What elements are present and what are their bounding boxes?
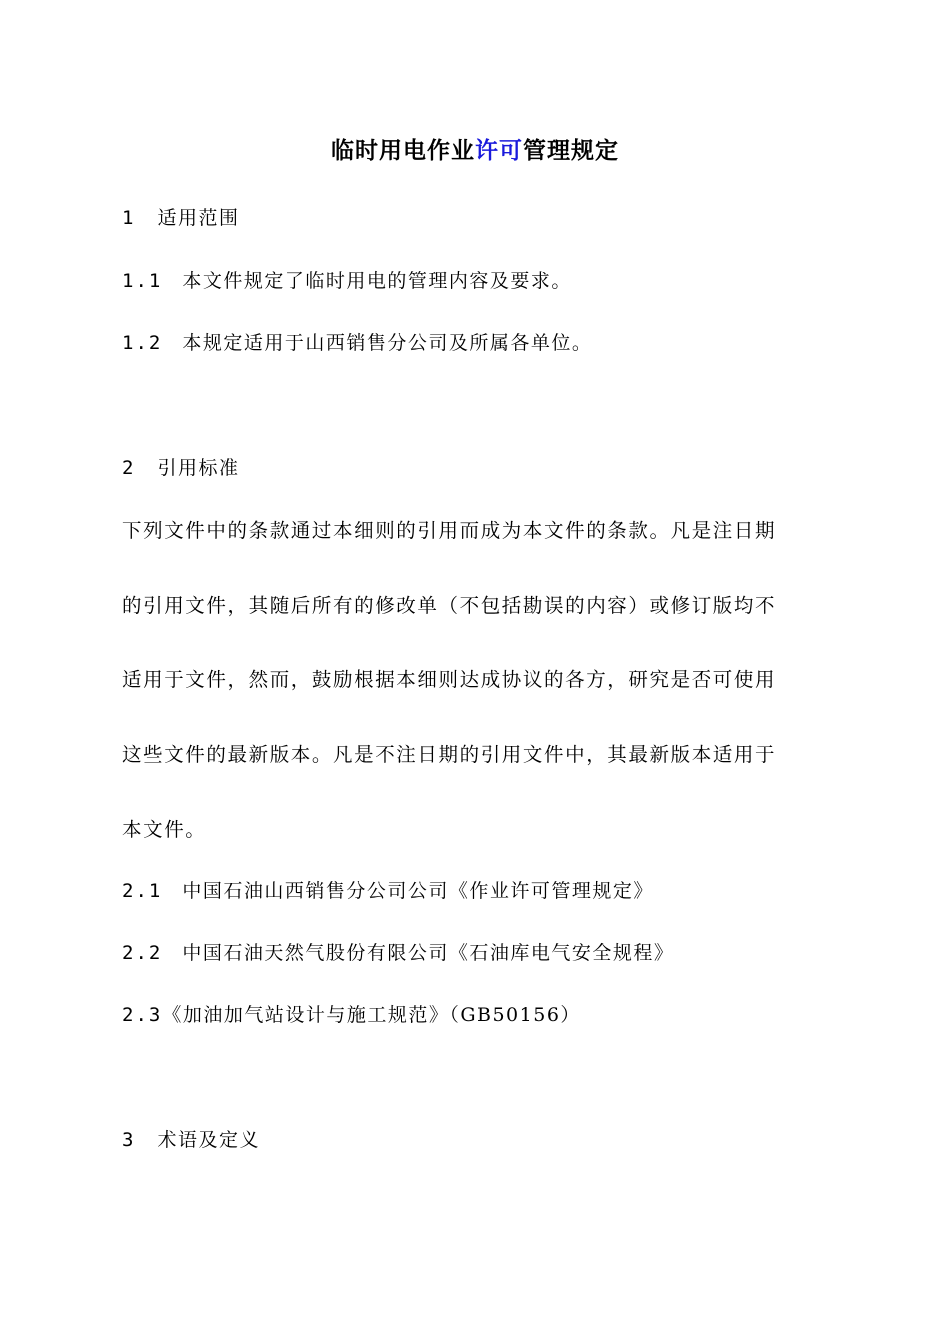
paragraph-line: 下列文件中的条款通过本细则的引用而成为本文件的条款。凡是注日期 — [122, 519, 777, 542]
clause-2-1 — [122, 876, 654, 903]
section-number: 3 — [122, 1129, 136, 1151]
section-1-heading — [122, 203, 239, 230]
clause-1-1 — [122, 266, 572, 293]
section-title: 适用范围 — [157, 207, 240, 229]
title-part1: 临时用电作业 — [331, 137, 475, 164]
clause-number: 1.2 — [122, 332, 163, 354]
paragraph-line: 适用于文件，然而，鼓励根据本细则达成协议的各方，研究是否可使用 — [122, 668, 777, 691]
paragraph-line: 的引用文件，其随后所有的修改单（不包括勘误的内容）或修订版均不 — [122, 594, 777, 617]
title-part2: 管理规定 — [523, 137, 619, 164]
section-number: 2 — [122, 457, 136, 479]
clause-1-2 — [122, 328, 592, 355]
clause-number: 2.2 — [122, 942, 163, 964]
document-title — [0, 132, 950, 165]
clause-number: 2.1 — [122, 880, 163, 902]
clause-number: 2.3 — [122, 1004, 163, 1026]
clause-text: 本规定适用于山西销售分公司及所属各单位。 — [182, 332, 593, 354]
section-2-heading — [122, 453, 239, 480]
clause-text: 中国石油山西销售分公司公司《作业许可管理规定》 — [182, 880, 654, 902]
clause-text: 中国石油天然气股份有限公司《石油库电气安全规程》 — [182, 942, 675, 964]
clause-2-3 — [122, 1000, 581, 1027]
paragraph-line: 本文件。 — [122, 818, 207, 841]
clause-text: 本文件规定了临时用电的管理内容及要求。 — [182, 270, 572, 292]
title-highlight: 许可 — [475, 137, 523, 164]
clause-2-2 — [122, 938, 674, 965]
clause-text: 《加油加气站设计与施工规范》（GB50156） — [162, 1004, 581, 1026]
paragraph-line: 这些文件的最新版本。凡是不注日期的引用文件中，其最新版本适用于 — [122, 743, 777, 766]
section-number: 1 — [122, 207, 136, 229]
section-3-heading — [122, 1125, 260, 1152]
section-title: 引用标准 — [157, 457, 240, 479]
section-title: 术语及定义 — [157, 1129, 260, 1151]
clause-number: 1.1 — [122, 270, 163, 292]
